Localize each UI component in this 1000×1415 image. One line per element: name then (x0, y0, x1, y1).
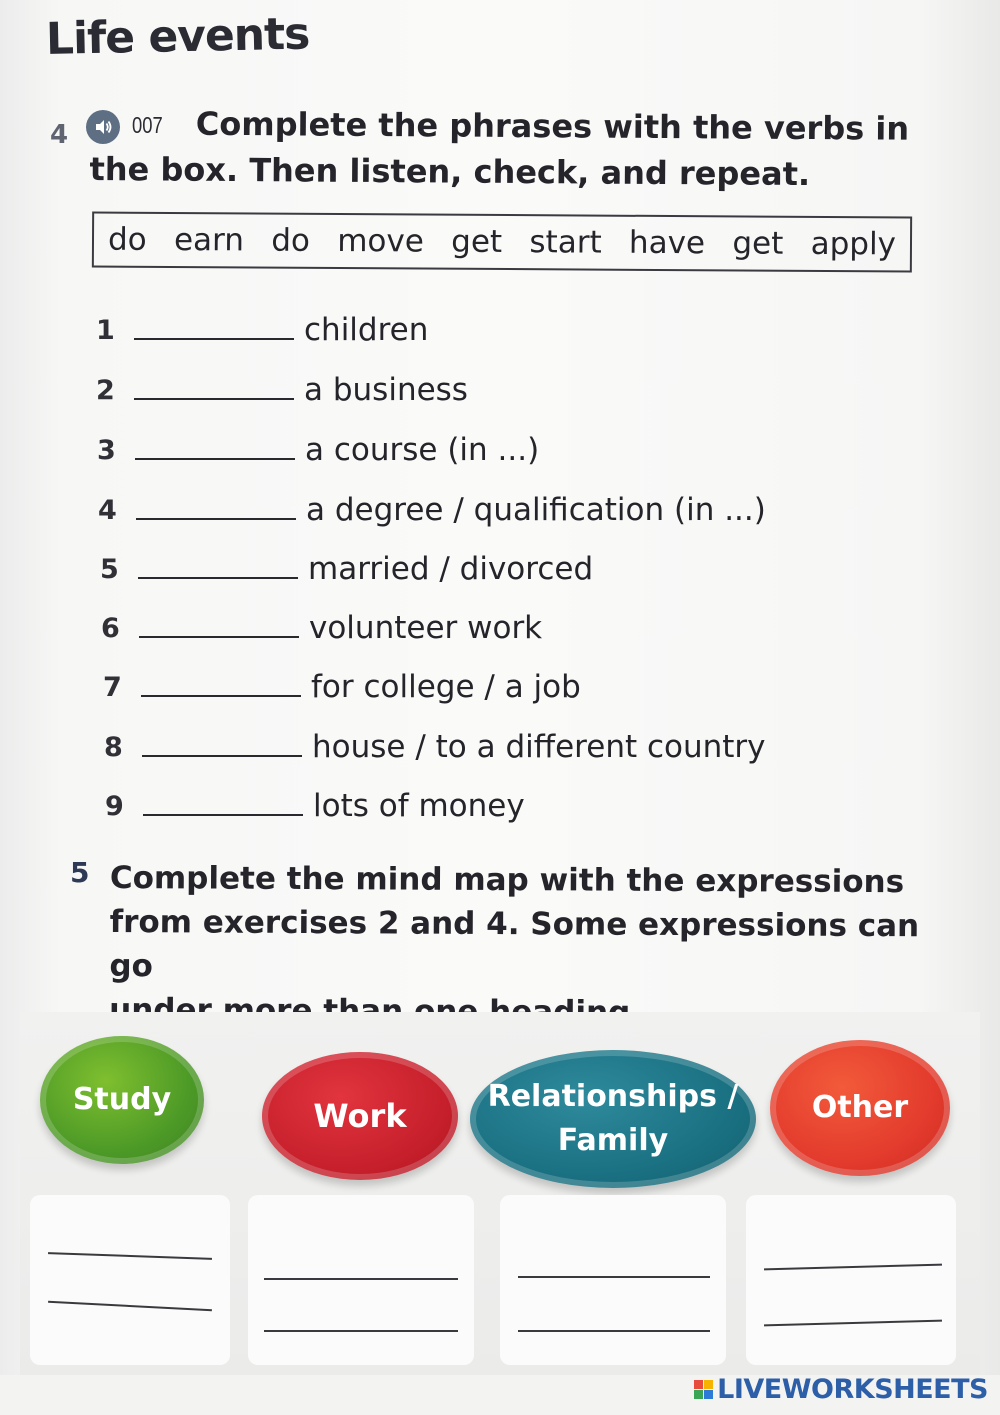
logo-square (694, 1390, 703, 1399)
logo-grid-icon (694, 1380, 713, 1399)
item-number: 9 (105, 790, 124, 822)
answer-card-work (248, 1195, 474, 1365)
phrase-item (97, 430, 539, 470)
item-number: 8 (104, 731, 123, 763)
exercise-5-instruction (109, 856, 940, 1036)
liveworksheets-logo[interactable] (694, 1374, 988, 1405)
instruction-line: the box. Then listen, check, and repeat. (89, 149, 811, 194)
answer-blank[interactable] (134, 320, 294, 340)
answer-blank[interactable] (142, 737, 302, 757)
item-phrase: children (304, 312, 429, 348)
phrase-item (100, 549, 593, 589)
instruction-line: Complete the phrases with the verbs in (195, 104, 910, 148)
word-box-item: apply (810, 225, 897, 263)
item-phrase: a degree / qualification (in ...) (306, 492, 766, 528)
phrase-item (101, 608, 542, 648)
item-number: 6 (101, 612, 120, 644)
logo-text: LIVEWORKSHEETS (717, 1374, 988, 1405)
logo-square (694, 1380, 703, 1389)
answer-card-other (746, 1195, 956, 1365)
heading-label: Family (557, 1123, 669, 1158)
logo-square (704, 1390, 713, 1399)
item-number: 1 (96, 314, 115, 346)
item-number: 3 (97, 434, 116, 466)
answer-blank[interactable] (139, 618, 299, 638)
word-box-item: earn (173, 221, 245, 259)
logo-square (704, 1380, 713, 1389)
instruction-line: Complete the mind map with the expressions (109, 859, 905, 901)
heading-label: Study (72, 1082, 172, 1117)
answer-blank[interactable] (143, 796, 303, 816)
word-box-item: move (337, 222, 424, 260)
phrase-item (98, 490, 766, 530)
answer-blank[interactable] (136, 500, 296, 520)
word-box-item: have (628, 224, 706, 262)
item-phrase: for college / a job (311, 669, 581, 705)
word-box-item: start (529, 224, 602, 261)
answer-line[interactable] (518, 1276, 710, 1278)
item-phrase: a business (304, 372, 468, 408)
audio-track-number: 007 (132, 112, 163, 138)
heading-label: Work (313, 1097, 407, 1135)
answer-line[interactable] (264, 1330, 458, 1332)
answer-blank[interactable] (134, 380, 294, 400)
heading-label: Other (811, 1090, 909, 1125)
answer-card-relationships-family (500, 1195, 726, 1365)
phrase-item (103, 667, 581, 707)
item-number: 2 (96, 374, 115, 406)
exercise-4-instruction (89, 100, 920, 198)
word-box (92, 211, 912, 272)
heading-bubble-study (40, 1036, 204, 1164)
answer-blank[interactable] (141, 677, 301, 697)
heading-bubble-other (770, 1040, 950, 1176)
item-phrase: lots of money (313, 788, 525, 824)
instruction-line: from exercises 2 and 4. Some expressions can go (109, 903, 920, 985)
word-box-item: do (271, 222, 311, 259)
answer-blank[interactable] (138, 559, 298, 579)
heading-bubble-work (262, 1052, 458, 1180)
phrase-item (104, 727, 766, 767)
answer-card-study (30, 1195, 230, 1365)
phrase-item (96, 370, 468, 410)
page-title: Life events (45, 8, 310, 65)
item-phrase: volunteer work (309, 610, 543, 646)
answer-line[interactable] (264, 1278, 458, 1280)
heading-label: Relationships / (487, 1079, 739, 1114)
item-phrase: house / to a different country (312, 729, 766, 765)
word-box-item: get (732, 225, 784, 262)
item-number: 7 (103, 671, 122, 703)
item-number: 4 (98, 494, 117, 526)
exercise-4-number: 4 (50, 120, 69, 150)
item-number: 5 (100, 553, 119, 585)
word-box-item: get (451, 223, 503, 261)
exercise-5-number: 5 (70, 856, 90, 889)
word-box-item: do (107, 221, 147, 258)
phrase-item (105, 786, 525, 826)
item-phrase: married / divorced (308, 551, 594, 587)
heading-bubble-relationships-family (470, 1050, 756, 1188)
answer-blank[interactable] (135, 440, 295, 460)
item-phrase: a course (in ...) (305, 432, 540, 468)
phrase-item (96, 310, 428, 350)
answer-line[interactable] (518, 1330, 710, 1332)
